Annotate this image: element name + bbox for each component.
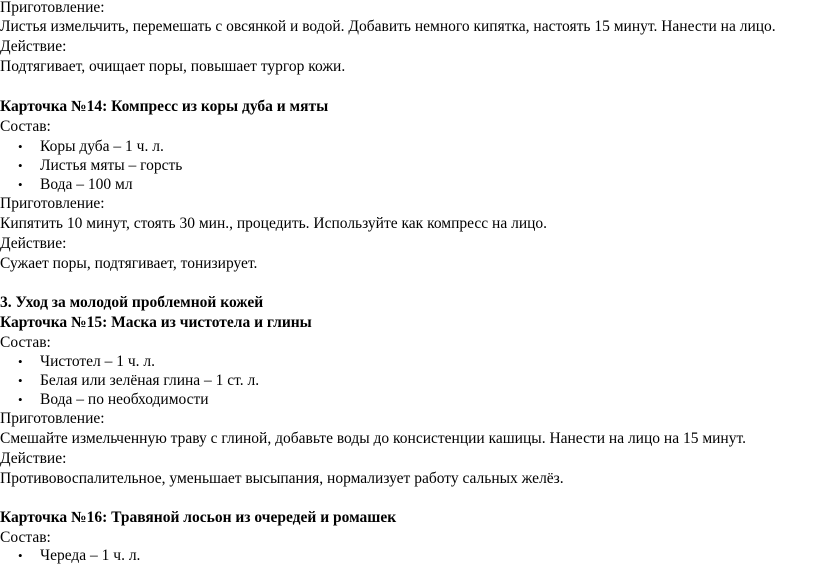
card14-prep-label: Приготовление: [0, 195, 105, 212]
bullet-icon: • [18, 548, 23, 563]
bullet-icon: • [18, 158, 23, 173]
list-item-text: Вода – по необходимости [40, 391, 209, 408]
bullet-icon: • [18, 373, 23, 388]
prep-text: Листья измельчить, перемешать с овсянкой и водой. Добавить немного кипятка, настоять 15 минут. Нанести на лицо. [0, 18, 776, 35]
bullet-icon: • [18, 392, 23, 407]
action-label: Действие: [0, 38, 67, 55]
card15-title: Карточка №15: Маска из чистотела и глины [0, 314, 312, 331]
card14-action-label: Действие: [0, 235, 67, 252]
list-item-text: Коры дуба – 1 ч. л. [40, 138, 164, 155]
card14-action-text: Сужает поры, подтягивает, тонизирует. [0, 255, 258, 272]
card15-prep-text: Смешайте измельченную траву с глиной, добавьте воды до консистенции кашицы. Нанести на лицо на 15 минут. [0, 430, 746, 447]
card15-composition-label: Состав: [0, 334, 51, 351]
section-heading: 3. Уход за молодой проблемной кожей [0, 294, 264, 311]
bullet-icon: • [18, 354, 23, 369]
action-text: Подтягивает, очищает поры, повышает тургор кожи. [0, 58, 346, 75]
list-item-text: Листья мяты – горсть [40, 157, 183, 174]
card16-title: Карточка №16: Травяной лосьон из очередей и ромашек [0, 509, 397, 526]
bullet-icon: • [18, 139, 23, 154]
prep-label: Приготовление: [0, 0, 105, 16]
card14-prep-text: Кипятить 10 минут, стоять 30 мин., процедить. Используйте как компресс на лицо. [0, 215, 548, 232]
card15-prep-label: Приготовление: [0, 410, 105, 427]
card14-composition-label: Состав: [0, 118, 51, 135]
list-item-text: Вода – 100 мл [40, 176, 133, 193]
list-item-text: Белая или зелёная глина – 1 ст. л. [40, 372, 260, 389]
list-item-text: Череда – 1 ч. л. [40, 547, 141, 564]
card15-action-text: Противовоспалительное, уменьшает высыпания, нормализует работу сальных желёз. [0, 470, 564, 487]
bullet-icon: • [18, 177, 23, 192]
card15-action-label: Действие: [0, 450, 67, 467]
list-item-text: Чистотел – 1 ч. л. [40, 353, 156, 370]
card14-title: Карточка №14: Компресс из коры дуба и мяты [0, 98, 329, 115]
card16-composition-label: Состав: [0, 529, 51, 546]
